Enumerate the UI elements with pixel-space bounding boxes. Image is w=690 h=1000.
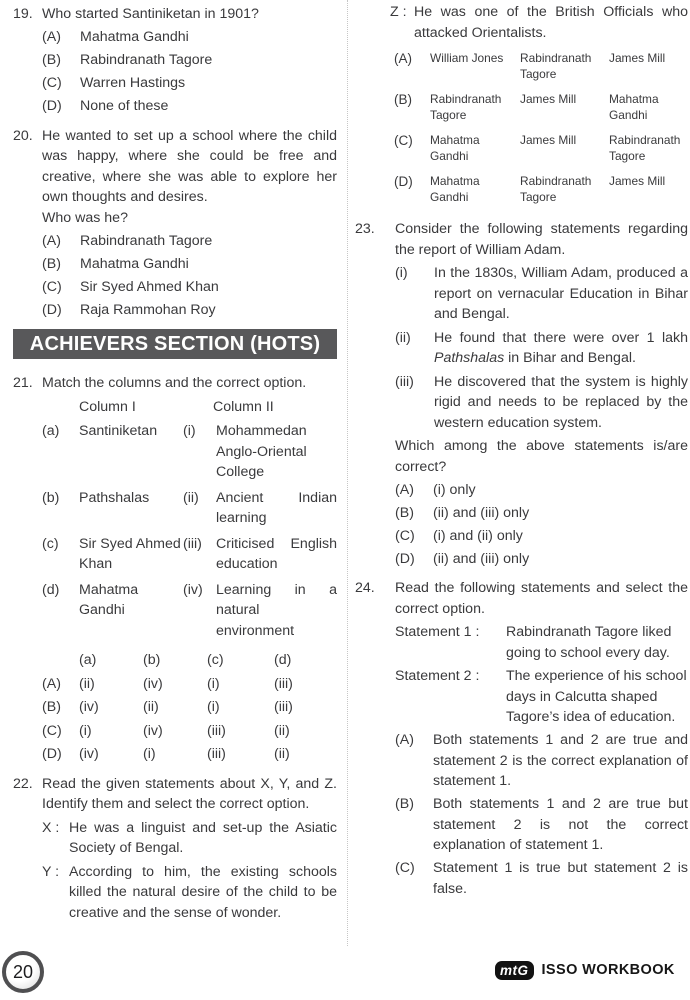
statement-text: He was a linguist and set-up the Asiatic Society of Bengal. — [69, 819, 337, 856]
options-table — [394, 51, 688, 205]
question-19-number: 19. — [13, 6, 33, 22]
option-cell: Mahatma Gandhi — [430, 174, 480, 204]
option-text: Rabindranath Tagore — [80, 232, 213, 249]
item-text: He discovered that the system is highly rigid and needs to be replaced by the western education system. — [434, 373, 688, 431]
question-23-text: Consider the following statements regarding the report of William Adam. — [395, 221, 688, 258]
option-label: (C) — [395, 860, 415, 876]
pair-right-text: Criticised English education — [216, 535, 337, 572]
match-columns-header — [42, 397, 337, 418]
option-label: (B) — [395, 796, 414, 812]
option-label: (D) — [42, 98, 62, 114]
option-row — [395, 549, 688, 570]
matrix-header-cell: (a) — [79, 652, 97, 668]
matrix-cell: (iii) — [207, 722, 226, 739]
pair-label: (b) — [42, 489, 60, 506]
option-label: (D) — [394, 174, 413, 189]
matrix-cell: (ii) — [274, 746, 290, 762]
answer-matrix — [42, 650, 337, 765]
question-20-text2: Who was he? — [42, 209, 128, 226]
option-row — [42, 254, 337, 275]
statement-text: Rabindranath Tagore liked going to school every day. — [506, 624, 672, 661]
option-text: Statement 1 is true but statement 2 is false. — [433, 860, 688, 897]
item-text-italic: Pathshalas — [434, 350, 505, 366]
pair-roman: (ii) — [183, 489, 199, 506]
pair-roman: (iii) — [183, 535, 202, 552]
matrix-cell: (A) — [42, 675, 61, 692]
statement-label: X : — [42, 819, 60, 836]
pair-roman: (iv) — [183, 581, 203, 598]
pair-right-text: Ancient Indian learning — [216, 489, 337, 526]
option-row — [42, 277, 337, 298]
item-label: (i) — [395, 265, 408, 281]
option-text: Sir Syed Ahmed Khan — [80, 278, 219, 295]
option-text: Both statements 1 and 2 are true and statement 2 is the correct explanation of statement 1. — [433, 732, 688, 789]
pair-left-text: Santiniketan — [79, 423, 158, 439]
matrix-cell: (B) — [42, 699, 61, 715]
option-row — [42, 73, 337, 94]
question-21-number: 21. — [13, 375, 33, 391]
footer-brand-row — [495, 960, 675, 981]
option-cell: William Jones — [430, 51, 504, 65]
column-divider — [347, 0, 348, 946]
matrix-cell: (C) — [42, 722, 62, 739]
option-text: (i) only — [433, 481, 476, 498]
pair-label: (d) — [42, 581, 60, 598]
option-label: (A) — [42, 232, 61, 249]
statement-label: Statement 1 : — [395, 624, 480, 640]
statement-text: According to him, the existing schools killed the natural desire of the child to be creative and the sense of wonder. — [69, 863, 337, 921]
option-cell: Mahatma Gandhi — [609, 92, 659, 122]
matrix-cell: (i) — [79, 722, 92, 739]
option-label: (D) — [395, 550, 415, 567]
option-label: (A) — [42, 29, 61, 45]
matrix-cell: (iii) — [274, 675, 293, 692]
option-text: Rabindranath Tagore — [80, 52, 213, 68]
option-row — [42, 231, 337, 252]
item-text: In the 1830s, William Adam, produced a report on vernacular Education in Bihar and Bengal. — [434, 265, 688, 322]
matrix-cell: (iv) — [79, 746, 99, 762]
match-columns-grid — [42, 421, 337, 641]
question-19-text: Who started Santiniketan in 1901? — [42, 6, 259, 22]
option-label: (A) — [395, 481, 414, 498]
option-row — [42, 50, 337, 71]
column-1-header: Column I — [79, 398, 136, 415]
option-row — [395, 526, 688, 547]
matrix-cell: (iv) — [143, 675, 163, 692]
option-row — [42, 300, 337, 321]
matrix-header-cell: (d) — [274, 652, 292, 668]
matrix-cell: (iv) — [79, 699, 99, 715]
option-row — [395, 794, 688, 856]
option-text: Mahatma Gandhi — [80, 29, 189, 45]
question-24-text: Read the following statements and select the correct option. — [395, 580, 688, 617]
option-cell: Rabindranath Tagore — [609, 133, 681, 163]
option-row — [42, 27, 337, 48]
question-20-text: He wanted to set up a school where the child was happy, where she could be free and creative, where she was able to explore her own thoughts and desires. — [42, 127, 337, 205]
matrix-cell: (D) — [42, 746, 62, 762]
matrix-cell: (i) — [207, 675, 220, 692]
option-cell: Rabindranath Tagore — [520, 51, 592, 81]
matrix-cell: (iii) — [274, 699, 293, 715]
question-21 — [13, 373, 337, 765]
pair-left-text: Pathshalas — [79, 489, 150, 506]
page-number: 20 — [12, 961, 34, 982]
question-22-number: 22. — [13, 775, 33, 792]
option-text: (ii) and (iii) only — [433, 504, 530, 521]
item-label: (ii) — [395, 329, 411, 346]
statement-text: The experience of his school days in Calcutta shaped Tagore’s idea of education. — [506, 668, 687, 725]
question-23-number: 23. — [355, 221, 375, 237]
matrix-cell: (iii) — [207, 746, 226, 762]
statement-item-ii — [395, 328, 688, 369]
option-cell: Mahatma Gandhi — [430, 133, 480, 163]
matrix-header-cell: (b) — [143, 652, 161, 668]
pair-left-text: Mahatma Gandhi — [79, 581, 139, 618]
pair-label: (a) — [42, 423, 60, 439]
achievers-section-banner: ACHIEVERS SECTION (HOTS) — [13, 329, 337, 359]
matrix-cell: (i) — [143, 746, 156, 762]
mtg-logo: mtG — [495, 961, 534, 980]
pair-label: (c) — [42, 535, 59, 552]
option-row — [395, 730, 688, 792]
pair-right-text: Mohammedan Anglo-Oriental College — [216, 423, 307, 480]
statement-z-block — [390, 2, 688, 43]
statement-label: Y : — [42, 863, 60, 880]
item-text — [434, 328, 688, 369]
pair-left-text: Sir Syed Ahmed Khan — [79, 535, 181, 572]
option-cell: Rabindranath Tagore — [520, 174, 592, 204]
option-cell: James Mill — [520, 133, 577, 147]
item-text-post: in Bihar and Bengal. — [504, 350, 636, 366]
left-column — [13, 4, 337, 932]
question-22-text: Read the given statements about X, Y, and Z. Identify them and select the correct option. — [42, 775, 337, 812]
option-row — [395, 858, 688, 899]
option-label: (C) — [42, 75, 62, 91]
option-row — [395, 503, 688, 524]
matrix-cell: (ii) — [79, 675, 95, 692]
question-23 — [355, 219, 688, 569]
question-22-options — [394, 51, 688, 205]
statement-label: Z : — [390, 4, 407, 20]
item-label: (iii) — [395, 373, 414, 390]
question-24-number: 24. — [355, 580, 375, 596]
option-label: (D) — [42, 301, 62, 318]
question-22 — [13, 774, 337, 924]
statement-label: Statement 2 : — [395, 668, 480, 684]
question-24 — [355, 578, 688, 899]
page-number-badge — [2, 951, 44, 993]
statement-2 — [395, 666, 688, 728]
matrix-cell: (ii) — [143, 699, 159, 715]
item-text-pre: He found that there were over 1 lakh — [434, 329, 688, 346]
option-label: (C) — [395, 527, 415, 544]
question-23-text2: Which among the above statements is/are correct? — [395, 438, 688, 475]
option-text: Mahatma Gandhi — [80, 255, 189, 272]
option-label: (A) — [395, 732, 414, 748]
matrix-cell: (iv) — [143, 722, 163, 739]
column-2-header: Column II — [213, 398, 274, 415]
statement-text: He was one of the British Officials who attacked Orientalists. — [414, 4, 688, 41]
option-row — [395, 480, 688, 501]
option-text: Raja Rammohan Roy — [80, 301, 216, 318]
option-text: (i) and (ii) only — [433, 527, 523, 544]
statement-item-iii — [395, 372, 688, 434]
option-label: (B) — [42, 52, 61, 68]
question-19 — [13, 4, 337, 117]
option-cell: James Mill — [609, 51, 666, 65]
workbook-label: ISSO WORKBOOK — [541, 962, 675, 978]
option-label: (C) — [394, 133, 413, 148]
option-cell: Rabindranath Tagore — [430, 92, 502, 122]
option-label: (B) — [42, 255, 61, 272]
option-text: None of these — [80, 98, 169, 114]
statement-1 — [395, 622, 688, 663]
option-label: (C) — [42, 278, 62, 295]
option-text: Warren Hastings — [80, 75, 186, 91]
matrix-cell: (i) — [207, 699, 220, 715]
option-cell: James Mill — [520, 92, 577, 106]
option-label: (B) — [395, 504, 414, 521]
option-label: (A) — [394, 51, 412, 66]
pair-right-text: Learning in a natural environment — [216, 581, 337, 639]
statement-x — [42, 818, 337, 859]
pair-roman: (i) — [183, 423, 196, 439]
question-21-text: Match the columns and the correct option. — [42, 375, 307, 391]
option-text: Both statements 1 and 2 are true but statement 2 is not the correct explanation of statement 1. — [433, 796, 688, 853]
option-cell: James Mill — [609, 174, 666, 188]
question-20-number: 20. — [13, 127, 33, 144]
right-column — [355, 2, 688, 908]
statement-z — [390, 2, 688, 43]
matrix-cell: (ii) — [274, 722, 290, 739]
option-text: (ii) and (iii) only — [433, 550, 530, 567]
matrix-header-cell: (c) — [207, 652, 224, 668]
question-20 — [13, 126, 337, 321]
option-label: (B) — [394, 92, 412, 107]
statement-item-i — [395, 263, 688, 325]
statement-y — [42, 862, 337, 924]
option-row — [42, 96, 337, 117]
